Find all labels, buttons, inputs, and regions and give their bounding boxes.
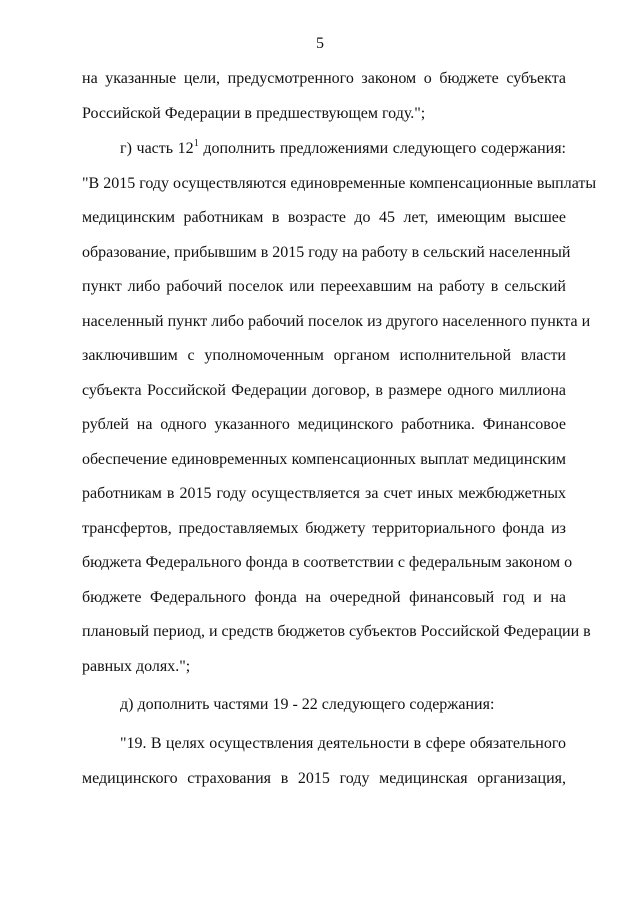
text-line <box>82 132 566 167</box>
text-line: Российской Федерации в предшествующем году."; <box>82 104 426 122</box>
text-fragment: дополнить предложениями следующего содержания: <box>198 140 566 157</box>
paragraph-item-d <box>82 688 566 723</box>
paragraph-part-19 <box>82 727 566 796</box>
text-line: образование, прибывшим в 2015 году на работу в сельский населенный <box>82 243 571 261</box>
text-line: д) дополнить частями 19 - 22 следующего содержания: <box>120 696 495 713</box>
paragraph-continuation <box>82 62 566 131</box>
text-line: пункт либо рабочий поселок или переехавшим на работу в сельский <box>82 278 566 295</box>
text-line: "19. В целях осуществления деятельности в сфере обязательного <box>120 735 566 752</box>
text-line: плановый период, и средств бюджетов субъектов Российской Федерации в <box>82 623 591 640</box>
text-line: на указанные цели, предусмотренного законом о бюджете субъекта <box>82 70 566 87</box>
text-line: заключившим с уполномоченным органом исполнительной власти <box>82 347 566 364</box>
text-line: равных долях."; <box>82 657 191 675</box>
text-line: бюджета Федерального фонда в соответствии с федеральным законом о <box>82 554 573 571</box>
text-line: населенный пункт либо рабочий поселок из другого населенного пункта и <box>82 312 591 330</box>
text-line: "В 2015 году осуществляются единовременные компенсационные выплаты <box>82 174 597 192</box>
text-line: обеспечение единовременных компенсационных выплат медицинским <box>82 450 566 468</box>
text-line: рублей на одного указанного медицинского работника. Финансовое <box>82 416 566 433</box>
paragraph-item-g <box>82 132 597 684</box>
text-line: медицинского страхования в 2015 году медицинская организация, <box>82 769 566 787</box>
text-line: медицинским работникам в возрасте до 45 лет, имеющим высшее <box>82 209 566 226</box>
superscript: 1 <box>193 138 199 149</box>
page-number: 5 <box>316 35 324 52</box>
text-line: субъекта Российской Федерации договор, в размере одного миллиона <box>82 381 566 399</box>
text-line: трансфертов, предоставляемых бюджету территориального фонда из <box>82 519 566 537</box>
text-line: работникам в 2015 году осуществляется за счет иных межбюджетных <box>82 485 566 502</box>
text-fragment: г) часть 12 <box>120 140 194 157</box>
text-line: бюджете Федерального фонда на очередной финансовый год и на <box>82 588 566 606</box>
